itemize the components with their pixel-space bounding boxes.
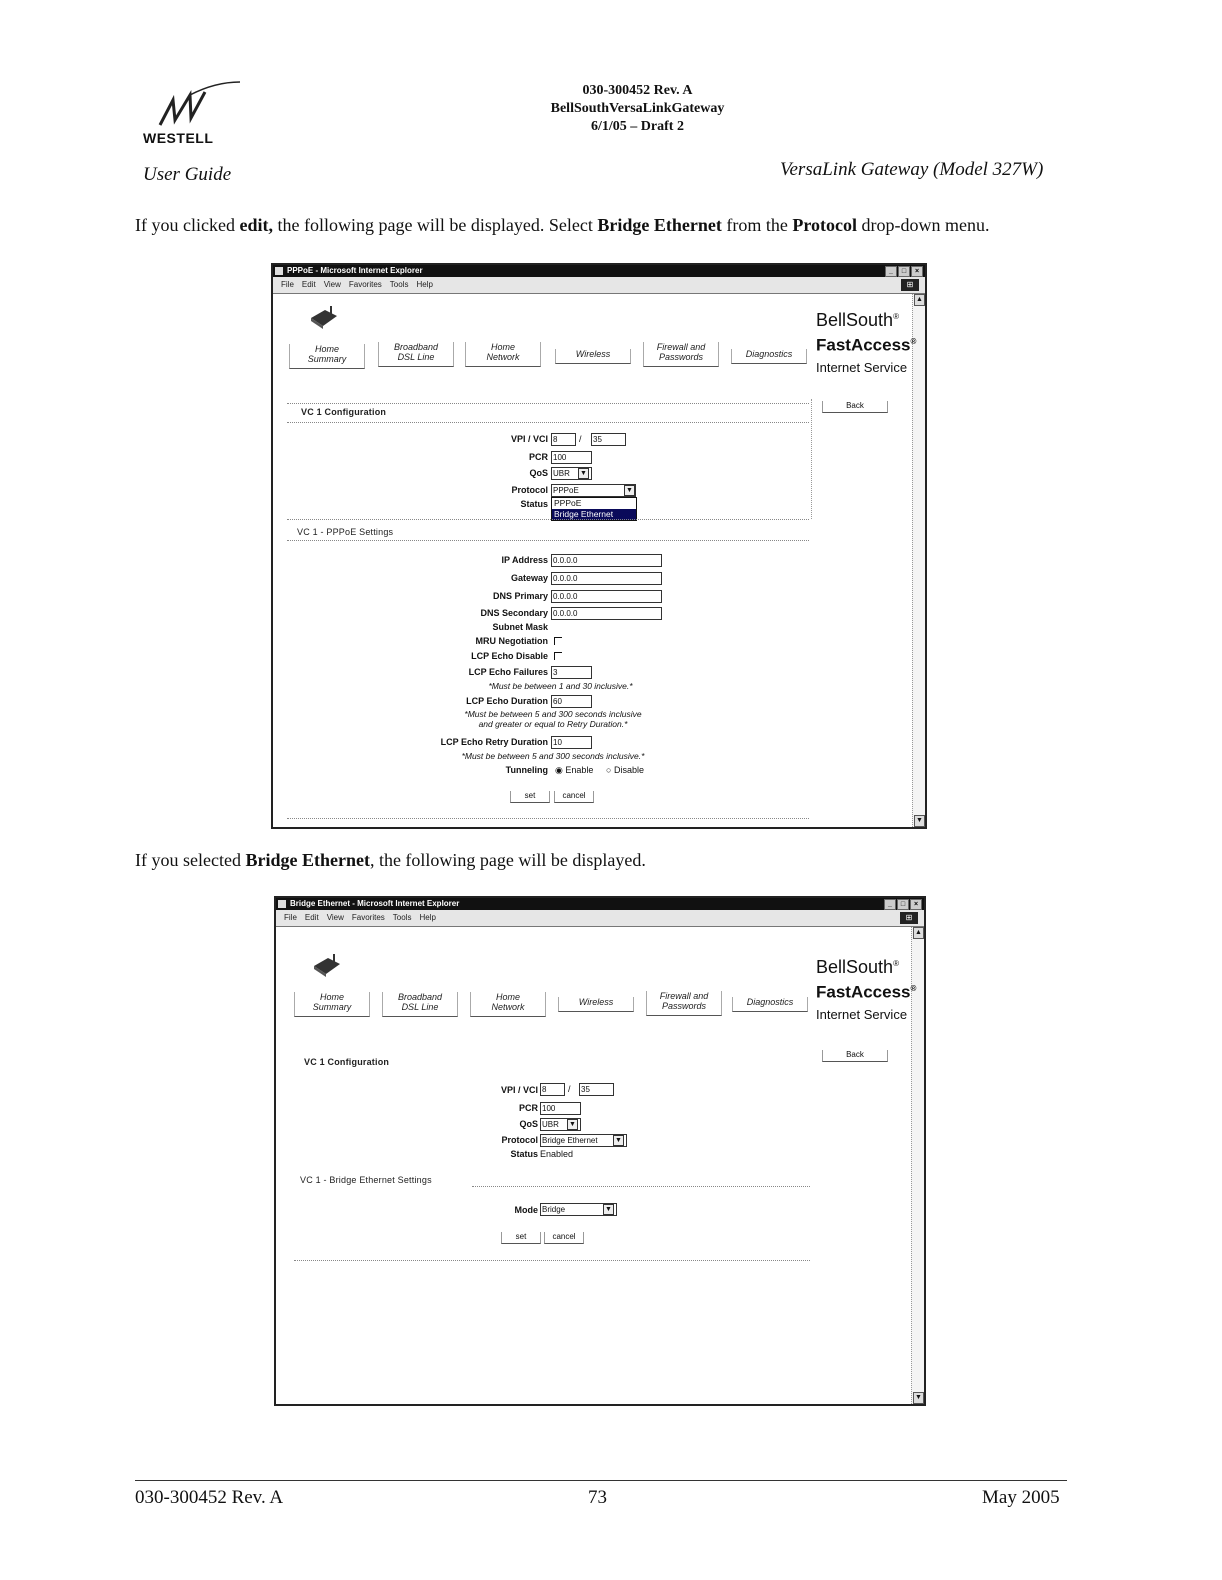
gateway-label: Gateway	[510, 573, 548, 583]
divider	[287, 519, 809, 520]
mode-label: Mode	[514, 1205, 538, 1215]
lcp-echo-failures-input[interactable]: 3	[551, 666, 592, 679]
para1-text-b: edit,	[239, 215, 273, 235]
nav-firewall-line2: Passwords	[658, 352, 703, 362]
brand-fastaccess: FastAccess	[816, 335, 911, 355]
vpi-vci-separator: /	[568, 1084, 571, 1094]
router-icon	[312, 952, 342, 978]
vci-input[interactable]: 35	[591, 433, 626, 446]
nav-wireless[interactable]	[555, 349, 631, 364]
para1-text-a: If you clicked	[135, 215, 240, 235]
divider	[294, 1260, 810, 1261]
tunneling-enable-radio[interactable]	[555, 765, 593, 776]
pcr-label: PCR	[518, 1103, 538, 1113]
scroll-down-icon[interactable]: ▼	[913, 1392, 924, 1404]
lcp-echo-disable-label: LCP Echo Disable	[471, 651, 548, 661]
divider	[287, 403, 809, 404]
brand-bellsouth: BellSouth	[816, 310, 894, 330]
nav-diagnostics-label: Diagnostics	[745, 349, 793, 359]
bellsouth-brand	[816, 953, 916, 1026]
westell-logo-icon	[145, 80, 245, 130]
menu-favorites[interactable]: Favorites	[348, 280, 382, 289]
browser-window-pppoe	[271, 263, 927, 829]
window-title: PPPoE - Microsoft Internet Explorer	[287, 266, 423, 275]
windows-flag-icon: ⊞	[901, 279, 919, 291]
ie-icon	[278, 900, 286, 908]
back-button[interactable]: Back	[822, 1050, 888, 1062]
ip-address-input[interactable]: 0.0.0.0	[551, 554, 662, 567]
cancel-button[interactable]: cancel	[554, 791, 594, 803]
chevron-down-icon[interactable]: ▼	[567, 1119, 578, 1130]
scroll-up-icon[interactable]: ▲	[913, 927, 924, 939]
section-vc-config: VC 1 Configuration	[301, 407, 387, 417]
section-vc-config: VC 1 Configuration	[304, 1057, 390, 1067]
nav-home-summary-line1: Home	[319, 992, 344, 1002]
menu-help[interactable]: Help	[416, 280, 433, 289]
qos-label: QoS	[529, 468, 548, 478]
menu-help[interactable]: Help	[419, 913, 436, 922]
scroll-down-icon[interactable]: ▼	[914, 815, 925, 827]
lcp-echo-disable-checkbox[interactable]	[554, 652, 562, 660]
divider	[287, 818, 809, 819]
menu-favorites[interactable]: Favorites	[351, 913, 385, 922]
title-bar	[276, 898, 924, 910]
protocol-value: PPPoE	[553, 486, 579, 495]
protocol-label: Protocol	[501, 1135, 538, 1145]
qos-label: QoS	[519, 1119, 538, 1129]
nav-home-summary-line1: Home	[314, 344, 339, 354]
page-number: 73	[588, 1487, 607, 1508]
nav-diagnostics[interactable]	[731, 349, 807, 364]
para2-text-b: Bridge Ethernet	[245, 850, 370, 870]
tunneling-label: Tunneling	[505, 765, 548, 775]
back-button[interactable]: Back	[822, 401, 888, 413]
vpi-vci-label: VPI / VCI	[500, 1085, 538, 1095]
lcp-duration-note-line1: *Must be between 5 and 300 seconds inclusive	[464, 709, 642, 719]
chevron-down-icon[interactable]: ▼	[603, 1204, 614, 1215]
footer-date: May 2005	[982, 1487, 1060, 1508]
pcr-label: PCR	[528, 452, 548, 462]
window-title: Bridge Ethernet - Microsoft Internet Explorer	[290, 899, 460, 908]
para1-text-c: the following page will be displayed. Select	[272, 215, 598, 235]
status-value: Enabled	[540, 1149, 574, 1159]
lcp-echo-duration-input[interactable]: 60	[551, 695, 592, 708]
mru-negotiation-checkbox[interactable]	[554, 637, 562, 645]
section-bridge-ethernet-settings: VC 1 - Bridge Ethernet Settings	[300, 1175, 432, 1185]
maximize-icon[interactable]: □	[897, 899, 909, 910]
nav-diagnostics[interactable]	[732, 997, 808, 1012]
para1-text-f: Protocol	[792, 215, 858, 235]
lcp-echo-failures-label: LCP Echo Failures	[468, 667, 548, 677]
vpi-vci-separator: /	[579, 434, 582, 444]
nav-home-network-line1: Home	[495, 992, 520, 1002]
tunneling-disable-radio[interactable]	[606, 765, 644, 775]
dropdown-option-bridge-ethernet[interactable]: Bridge Ethernet	[552, 509, 636, 520]
gateway-input[interactable]: 0.0.0.0	[551, 572, 662, 585]
para2-text-a: If you selected	[135, 850, 246, 870]
radio-unselected-icon: ○	[606, 765, 612, 775]
nav-firewall-line1: Firewall and	[656, 342, 706, 352]
nav-home-summary-line2: Summary	[312, 1002, 352, 1012]
dns-secondary-input[interactable]: 0.0.0.0	[551, 607, 662, 620]
lcp-echo-retry-duration-label: LCP Echo Retry Duration	[440, 737, 548, 747]
menu-file[interactable]: File	[281, 280, 294, 289]
nav-wireless-label: Wireless	[578, 997, 614, 1007]
nav-firewall-line2: Passwords	[661, 1001, 706, 1011]
para1-text-g: drop-down menu.	[857, 215, 990, 235]
nav-home-network-line2: Network	[491, 1002, 525, 1012]
menu-tools[interactable]: Tools	[392, 913, 412, 922]
user-guide-title: User Guide	[143, 164, 232, 185]
maximize-icon[interactable]: □	[898, 266, 910, 277]
footer-doc-number: 030-300452 Rev. A	[135, 1487, 284, 1508]
brand-internet-service: Internet Service	[816, 1006, 908, 1022]
nav-home-network-line2: Network	[486, 352, 520, 362]
nav-broadband-dsl-line[interactable]	[382, 992, 458, 1017]
divider	[472, 1186, 810, 1187]
lcp-echo-duration-label: LCP Echo Duration	[466, 696, 548, 706]
dropdown-option-pppoe[interactable]: PPPoE	[554, 498, 582, 508]
nav-diagnostics-label: Diagnostics	[746, 997, 794, 1007]
model-title: VersaLink Gateway (Model 327W)	[780, 159, 1044, 180]
lcp-duration-note-line2: and greater or equal to Retry Duration.*	[478, 719, 628, 729]
window-controls	[885, 266, 923, 277]
windows-flag-icon: ⊞	[900, 912, 918, 924]
para1-text-d: Bridge Ethernet	[597, 215, 722, 235]
nav-wireless[interactable]	[558, 997, 634, 1012]
menu-bar	[273, 277, 925, 294]
status-label: Status	[510, 1149, 538, 1159]
nav-home-network[interactable]	[470, 992, 546, 1017]
section-pppoe-settings: VC 1 - PPPoE Settings	[297, 527, 394, 537]
minimize-icon[interactable]: _	[884, 899, 896, 910]
protocol-value: Bridge Ethernet	[542, 1136, 598, 1145]
right-panel-divider	[811, 399, 812, 519]
nav-home-summary[interactable]	[294, 992, 370, 1017]
nav-home-network[interactable]	[465, 342, 541, 367]
page-content	[273, 294, 925, 827]
brand-internet-service: Internet Service	[816, 359, 908, 375]
brand-reg-mark-2: ®	[910, 337, 917, 346]
mode-value: Bridge	[542, 1205, 566, 1214]
vpi-input[interactable]: 8	[540, 1083, 565, 1096]
window-controls	[884, 899, 922, 910]
nav-firewall-line1: Firewall and	[659, 991, 709, 1001]
ie-icon	[275, 267, 283, 275]
dns-primary-input[interactable]: 0.0.0.0	[551, 590, 662, 603]
dns-secondary-label: DNS Secondary	[480, 608, 548, 618]
cancel-button[interactable]: cancel	[544, 1232, 584, 1244]
nav-wireless-label: Wireless	[575, 349, 611, 359]
ip-address-label: IP Address	[501, 555, 548, 565]
vpi-input[interactable]: 8	[551, 433, 576, 446]
westell-logo-text: WESTELL	[143, 130, 214, 146]
footer-rule	[135, 1480, 1067, 1481]
minimize-icon[interactable]: _	[885, 266, 897, 277]
tunneling-enable-label: Enable	[565, 765, 594, 775]
vci-input[interactable]: 35	[579, 1083, 614, 1096]
nav-home-network-line1: Home	[490, 342, 515, 352]
page-content	[276, 927, 924, 1404]
divider	[287, 540, 809, 541]
lcp-echo-retry-duration-input[interactable]: 10	[551, 736, 592, 749]
menu-file[interactable]: File	[284, 913, 297, 922]
close-icon[interactable]: ×	[911, 266, 923, 277]
para1-text-e: from the	[721, 215, 793, 235]
paragraph-2	[135, 850, 646, 871]
menu-bar	[276, 910, 924, 927]
brand-reg-mark: ®	[893, 312, 899, 321]
router-icon	[309, 304, 339, 330]
status-label: Status	[520, 499, 548, 509]
nav-broadband-line1: Broadband	[397, 992, 443, 1002]
nav-firewall-passwords[interactable]	[646, 991, 722, 1016]
menu-view[interactable]: View	[323, 280, 341, 289]
paragraph-1	[135, 215, 990, 236]
doc-number: 030-300452 Rev. A	[582, 83, 693, 98]
doc-header-center	[480, 82, 795, 136]
nav-broadband-line2: DSL Line	[401, 1002, 439, 1012]
protocol-label: Protocol	[511, 485, 548, 495]
set-button[interactable]: set	[510, 791, 550, 803]
set-button[interactable]: set	[501, 1232, 541, 1244]
para2-text-c: , the following page will be displayed.	[369, 850, 646, 870]
nav-home-summary-line2: Summary	[307, 354, 347, 364]
brand-reg-mark-2: ®	[910, 984, 917, 993]
menu-tools[interactable]: Tools	[389, 280, 409, 289]
nav-broadband-line1: Broadband	[393, 342, 439, 352]
menu-edit[interactable]: Edit	[304, 913, 319, 922]
protocol-dropdown-list	[551, 497, 637, 521]
close-icon[interactable]: ×	[910, 899, 922, 910]
qos-value: UBR	[553, 469, 570, 478]
menu-edit[interactable]: Edit	[301, 280, 316, 289]
chevron-down-icon[interactable]: ▼	[578, 468, 589, 479]
radio-selected-icon: ◉	[555, 765, 563, 775]
mru-negotiation-label: MRU Negotiation	[475, 636, 548, 646]
bellsouth-brand	[816, 306, 916, 379]
vpi-vci-label: VPI / VCI	[510, 434, 548, 444]
dns-primary-label: DNS Primary	[492, 591, 548, 601]
lcp-failures-note: *Must be between 1 and 30 inclusive.*	[488, 681, 633, 691]
chevron-down-icon[interactable]: ▼	[624, 485, 635, 496]
nav-home-summary[interactable]	[289, 344, 365, 369]
doc-date: 6/1/05 – Draft 2	[591, 119, 684, 134]
chevron-down-icon[interactable]: ▼	[613, 1135, 624, 1146]
lcp-retry-note: *Must be between 5 and 300 seconds inclusive.*	[461, 751, 645, 761]
nav-broadband-dsl-line[interactable]	[378, 342, 454, 367]
qos-value: UBR	[542, 1120, 559, 1129]
nav-broadband-line2: DSL Line	[397, 352, 435, 362]
scroll-up-icon[interactable]: ▲	[914, 294, 925, 306]
brand-reg-mark: ®	[893, 959, 899, 968]
menu-view[interactable]: View	[326, 913, 344, 922]
subnet-mask-label: Subnet Mask	[492, 622, 548, 632]
title-bar	[273, 265, 925, 277]
tunneling-disable-label: Disable	[613, 765, 644, 775]
brand-bellsouth: BellSouth	[816, 957, 894, 977]
nav-firewall-passwords[interactable]	[643, 342, 719, 367]
brand-fastaccess: FastAccess	[816, 982, 911, 1002]
pcr-input[interactable]: 100	[551, 451, 592, 464]
browser-window-bridge-ethernet	[274, 896, 926, 1406]
doc-title: BellSouthVersaLinkGateway	[550, 101, 725, 116]
divider	[287, 422, 809, 423]
pcr-input[interactable]: 100	[540, 1102, 581, 1115]
